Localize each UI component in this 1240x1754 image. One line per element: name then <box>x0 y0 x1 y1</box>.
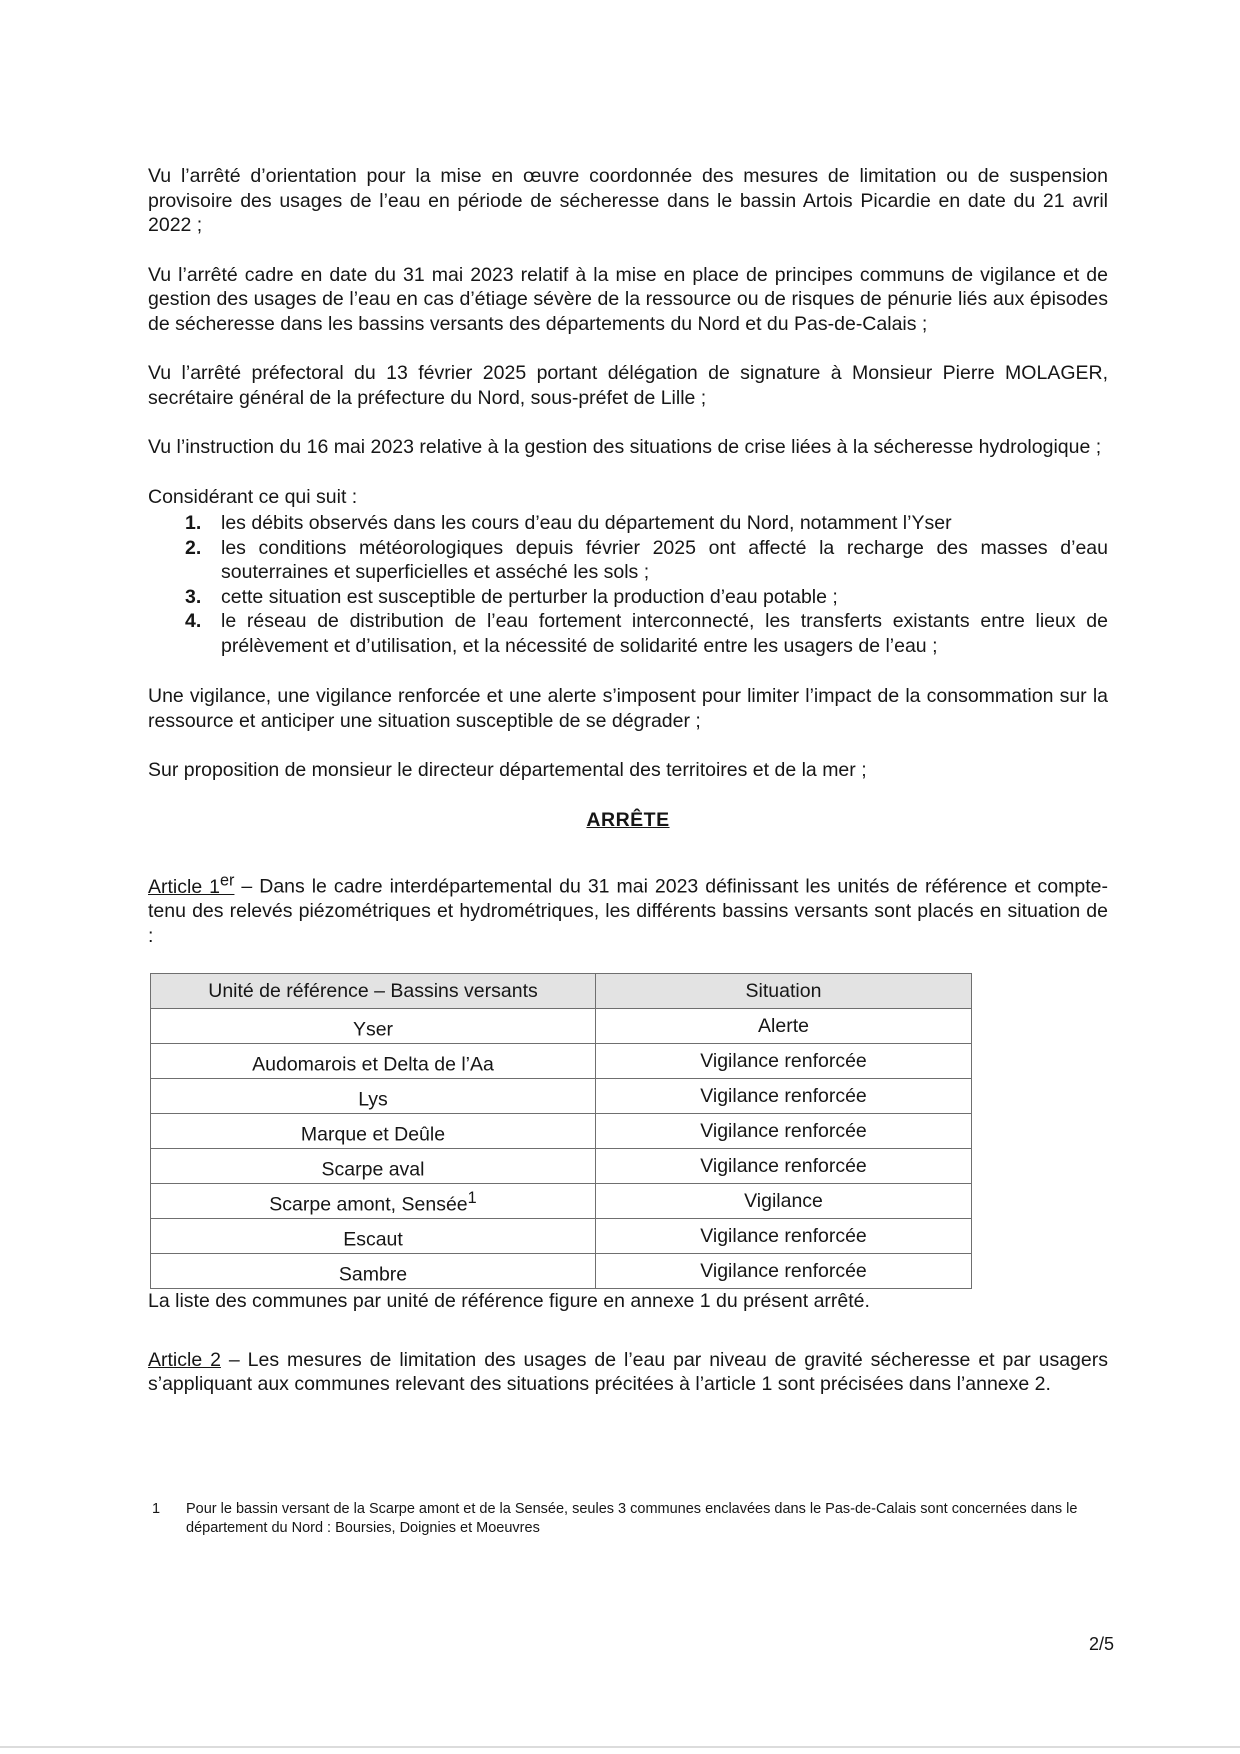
document-body <box>148 164 1108 1422</box>
article-2 <box>148 1348 1108 1397</box>
table-row <box>151 1184 972 1219</box>
considerant-text: le réseau de distribution de l’eau fortement interconnecté, les transferts existants entre lieux de prélèvement et d’utilisation, et la nécessité de solidarité entre les usagers de l’eau ; <box>221 610 1108 657</box>
considerant-text: les débits observés dans les cours d’eau du département du Nord, notamment l’Yser <box>221 512 952 534</box>
table-row <box>151 1254 972 1289</box>
unit-name: Lys <box>358 1088 388 1110</box>
unit-cell <box>151 1219 596 1254</box>
vu-arrete-orientation: Vu l’arrêté d’orientation pour la mise en œuvre coordonnée des mesures de limitation ou de suspension provisoire des usages de l’eau en période de sécheresse dans le bassin Artois Picardie en date du 21 avril 2022 ; <box>148 165 1108 236</box>
unit-name: Marque et Deûle <box>300 1123 446 1145</box>
proposition-statement: Sur proposition de monsieur le directeur départemental des territoires et de la mer ; <box>148 759 867 781</box>
table-row <box>151 1044 972 1079</box>
table-row <box>151 1009 972 1044</box>
table-header-situation: Situation <box>596 974 972 1009</box>
table-row <box>151 1114 972 1149</box>
vigilance-statement: Une vigilance, une vigilance renforcée et une alerte s’imposent pour limiter l’impact de la consommation sur la ressource et anticiper une situation susceptible de se dégrader ; <box>148 685 1108 732</box>
considerant-number: 4. <box>185 610 202 632</box>
arrete-heading-wrap <box>148 808 1108 833</box>
situation-cell: Vigilance <box>596 1184 972 1219</box>
unit-cell <box>151 1254 596 1289</box>
footnote-text: Pour le bassin versant de la Scarpe amont et de la Sensée, seules 3 communes enclavées dans le Pas-de-Calais sont concernées dans le département du Nord : Boursies, Doignies et Moeuvres <box>186 1501 1078 1536</box>
page-number: 2/5 <box>1088 1634 1114 1654</box>
situation-cell: Alerte <box>596 1009 972 1044</box>
vu-arrete-prefectoral: Vu l’arrêté préfectoral du 13 février 2025 portant délégation de signature à Monsieur Pierre MOLAGER, secrétaire général de la préfecture du Nord, sous-préfet de Lille ; <box>148 362 1108 409</box>
considerant-item <box>148 536 1108 585</box>
table-row <box>151 1219 972 1254</box>
arrete-heading: ARRÊTE <box>586 808 670 831</box>
unit-footnote-ref: 1 <box>467 1188 477 1207</box>
considerant-item <box>148 585 1108 610</box>
considerant-intro: Considérant ce qui suit : <box>148 485 358 508</box>
considerant-number: 1. <box>185 512 202 534</box>
reference-units-table <box>150 973 972 1289</box>
table-row <box>151 1079 972 1114</box>
vu-arrete-cadre: Vu l’arrêté cadre en date du 31 mai 2023 relatif à la mise en place de principes communs de vigilance et de gestion des usages de l’eau en cas d’étiage sévère de la ressource ou de risques de pénurie liés aux épisodes de sécheresse dans les bassins versants des départements du Nord et du Pas-de-Calais ; <box>148 263 1108 335</box>
situation-cell: Vigilance renforcée <box>596 1219 972 1254</box>
unit-name: Sambre <box>338 1263 408 1285</box>
considerant-number: 2. <box>185 536 202 559</box>
page-bottom-edge <box>0 1746 1240 1748</box>
considerant-list <box>148 511 1108 658</box>
article-1 <box>148 868 1108 948</box>
unit-name: Yser <box>352 1018 394 1040</box>
unit-cell <box>151 1044 596 1079</box>
unit-cell <box>151 1079 596 1114</box>
unit-name: Audomarois et Delta de l’Aa <box>252 1053 494 1075</box>
article-2-text: – Les mesures de limitation des usages de l’eau par niveau de gravité sécheresse et par usagers s’appliquant aux communes relevant des situations précitées à l’article 1 sont précisées dans l’annexe 2. <box>148 1348 1108 1395</box>
situation-cell: Vigilance renforcée <box>596 1044 972 1079</box>
unit-cell <box>151 1184 596 1219</box>
unit-cell <box>151 1114 596 1149</box>
article-1-label <box>148 871 235 898</box>
table-header-row <box>151 974 972 1009</box>
article-1-text: – Dans le cadre interdépartemental du 31 mai 2023 définissant les unités de référence et compte-tenu des relevés piézométriques et hydrométriques, les différents bassins versants sont placés en situation de : <box>148 875 1108 947</box>
situation-cell: Vigilance renforcée <box>596 1149 972 1184</box>
situation-cell: Vigilance renforcée <box>596 1114 972 1149</box>
article-1-label-text: Article 1 <box>148 875 220 898</box>
table-row <box>151 1149 972 1184</box>
considerant-item <box>148 609 1108 658</box>
considerant-text: cette situation est susceptible de perturber la production d’eau potable ; <box>221 585 838 608</box>
unit-name: Scarpe aval <box>321 1158 425 1180</box>
considerant-number: 3. <box>185 585 202 608</box>
situation-cell: Vigilance renforcée <box>596 1254 972 1289</box>
table-note: La liste des communes par unité de référence figure en annexe 1 du présent arrêté. <box>148 1290 870 1312</box>
considerant-item <box>148 511 1108 536</box>
unit-name: Escaut <box>343 1228 403 1250</box>
unit-name: Scarpe amont, Sensée <box>269 1193 468 1215</box>
vu-instruction: Vu l’instruction du 16 mai 2023 relative à la gestion des situations de crise liées à la sécheresse hydrologique ; <box>148 436 1102 458</box>
article-1-label-sup: er <box>220 871 235 889</box>
footnote-number: 1 <box>152 1501 161 1517</box>
considerant-text: les conditions météorologiques depuis février 2025 ont affecté la recharge des masses d’eau souterraines et superficielles et asséché les sols ; <box>221 536 1108 583</box>
unit-cell <box>151 1009 596 1044</box>
situation-cell: Vigilance renforcée <box>596 1079 972 1114</box>
article-2-label: Article 2 <box>148 1348 221 1371</box>
unit-cell <box>151 1149 596 1184</box>
table-header-unit: Unité de référence – Bassins versants <box>151 974 596 1009</box>
footnote <box>148 1500 1078 1538</box>
